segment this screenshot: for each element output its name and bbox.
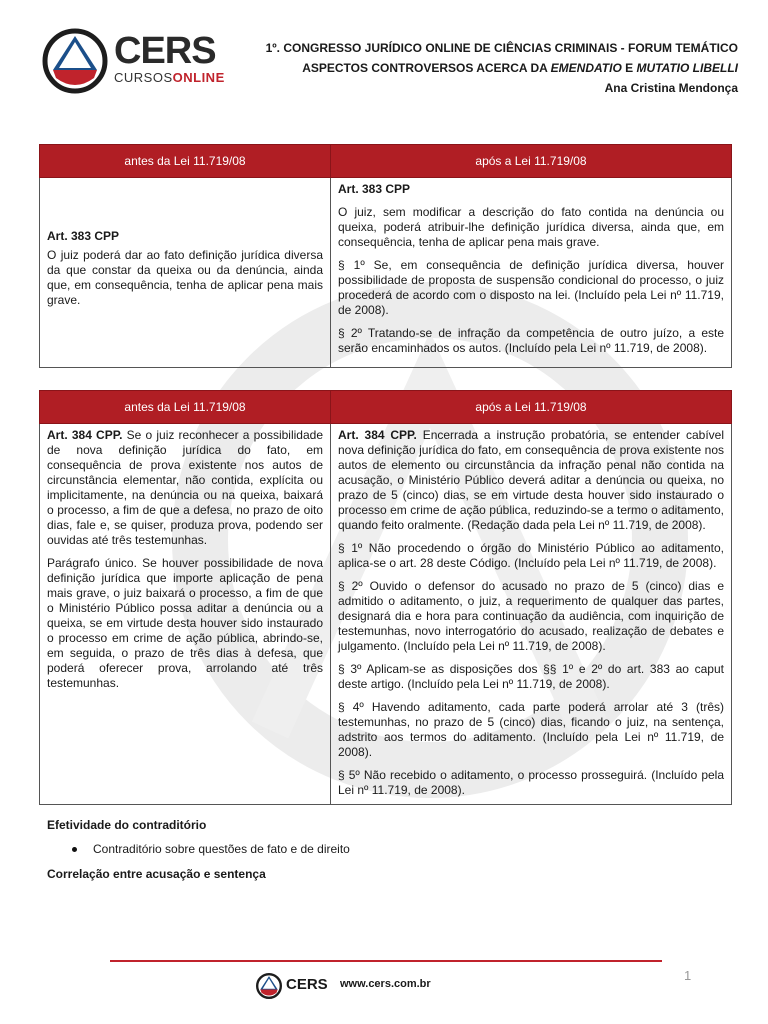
article-text: O juiz, sem modificar a descrição do fato contida na denúncia ou queixa, poderá atribuir-lhe definição jurídica diversa, ainda que, em consequência, tenha de aplicar pena mais grave.: [338, 205, 724, 249]
paragraph-4: § 4º Havendo aditamento, cada parte poderá arrolar até 3 (três) testemunhas, no prazo de 5 (cinco) dias, ficando o juiz, na sentença, adstrito aos termos do aditamento. (Incluído pela Lei nº 11.719, de 2008).: [338, 700, 724, 759]
col-after-law: após a Lei 11.719/08: [331, 145, 732, 178]
article-title: Art. 384 CPP.: [47, 428, 123, 442]
article-text: [338, 428, 724, 533]
cell-before-383: [40, 178, 331, 368]
cell-after-384: [331, 424, 732, 805]
article-title: Art. 383 CPP: [338, 182, 411, 196]
bullet-dot-icon: [72, 847, 77, 852]
topic-mutatio: MUTATIO LIBELLI: [636, 61, 738, 75]
comparison-table-art-383: [39, 144, 732, 368]
cell-before-384: [40, 424, 331, 805]
footer-logo-brand: CERS: [286, 976, 328, 993]
cers-emblem-icon: [42, 28, 108, 94]
paragraph-2: § 2º Ouvido o defensor do acusado no prazo de 5 (cinco) dias e admitido o aditamento, o juiz, a requerimento de qualquer das partes, designará dia e hora para continuação da audiência, com inquirição de testemunhas, novo interrogatório do acusado, realização de debates e julgamento. (Incluído pela Lei nº 11.719, de 2008).: [338, 579, 724, 653]
col-after-law: após a Lei 11.719/08: [331, 391, 732, 424]
logo-sub-cursos: CURSOS: [114, 70, 173, 85]
paragraph-5: § 5º Não recebido o aditamento, o processo prosseguirá. (Incluído pela Lei nº 11.719, de 2008).: [338, 768, 724, 797]
paragraph-1: § 1º Se, em consequência de definição jurídica diversa, houver possibilidade de proposta de suspensão condicional do processo, o juiz procederá de acordo com o disposto na lei. (Incluído pela Lei nº 11.719, de 2008).: [338, 258, 724, 317]
col-before-law: antes da Lei 11.719/08: [40, 391, 331, 424]
sole-paragraph: Parágrafo único. Se houver possibilidade de nova definição jurídica que importe aplicação de pena mais grave, o juiz baixará o processo, a fim de que o Ministério Público possa aditar a denúncia ou a queixa, se em virtude desta houver sido instaurado o processo em crime de ação pública, abrindo-se, em seguida, o prazo de três dias à defesa, que poderá oferecer prova, arrolando até três testemunhas.: [47, 556, 323, 690]
article-text: [47, 428, 323, 548]
cell-after-383: [331, 178, 732, 368]
heading-efetividade: Efetividade do contraditório: [47, 818, 207, 832]
topic-title: [266, 58, 738, 78]
footer-divider: [110, 960, 662, 962]
topic-emendatio: EMENDATIO: [550, 61, 622, 75]
col-before-law: antes da Lei 11.719/08: [40, 145, 331, 178]
article-title: Art. 384 CPP.: [338, 428, 417, 442]
article-title: Art. 383 CPP: [47, 229, 120, 243]
paragraph-3: § 3º Aplicam-se as disposições dos §§ 1º e 2º do art. 383 ao caput deste artigo. (Incluído pela Lei nº 11.719, de 2008).: [338, 662, 724, 691]
footer-logo: [256, 973, 326, 1001]
bullet-text: Contraditório sobre questões de fato e de direito: [93, 842, 350, 856]
article-text: O juiz poderá dar ao fato definição jurídica diversa da que constar da queixa ou da denúncia, ainda que, em consequência, tenha de aplicar pena mais grave.: [47, 248, 323, 307]
author-name: Ana Cristina Mendonça: [604, 81, 738, 95]
topic-connector: E: [621, 61, 637, 75]
document-header: [266, 38, 738, 98]
congress-title: 1º. CONGRESSO JURÍDICO ONLINE DE CIÊNCIAS CRIMINAIS - FORUM TEMÁTICO: [265, 41, 738, 55]
paragraph-1: § 1º Não procedendo o órgão do Ministério Público ao aditamento, aplica-se o art. 28 deste Código. (Incluído pela Lei nº 11.719, de 2008).: [338, 541, 724, 570]
cers-logo: [42, 28, 232, 92]
footer-url-link[interactable]: www.cers.com.br: [340, 978, 431, 990]
logo-brand-text: CERS: [114, 30, 216, 72]
page-number: 1: [684, 968, 692, 983]
cers-emblem-icon: [256, 973, 282, 999]
paragraph-2: § 2º Tratando-se de infração da competência de outro juízo, a este serão encaminhados os autos. (Incluído pela Lei nº 11.719, de 2008).: [338, 326, 724, 355]
article-body: Encerrada a instrução probatória, se entender cabível nova definição jurídica do fato, em consequência de prova existente nos autos de elemento ou circunstância da infração penal não contida na acusação, o Ministério Público deverá aditar a denúncia ou queixa, no prazo de 5 (cinco) dias, se em virtude desta houver sido instaurado o processo em crime de ação pública, reduzindo-se a termo o aditamento, quando feito oralmente. (Redação dada pela Lei nº 11.719, de 2008).: [338, 428, 724, 532]
comparison-table-art-384: [39, 390, 732, 805]
article-body: Se o juiz reconhecer a possibilidade de nova definição jurídica do fato, em consequência de prova existente nos autos de circunstância elementar, não contida, explícita ou implicitamente, na denúncia ou na queixa, baixará o processo, a fim de que a defesa, no prazo de oito dias, fale e, se quiser, produza prova, podendo ser ouvidas até três testemunhas.: [47, 428, 323, 547]
logo-subtitle: [114, 70, 225, 85]
topic-prefix: ASPECTOS CONTROVERSOS ACERCA DA: [302, 61, 551, 75]
heading-correlacao: Correlação entre acusação e sentença: [47, 867, 266, 881]
logo-sub-online: ONLINE: [172, 70, 225, 85]
